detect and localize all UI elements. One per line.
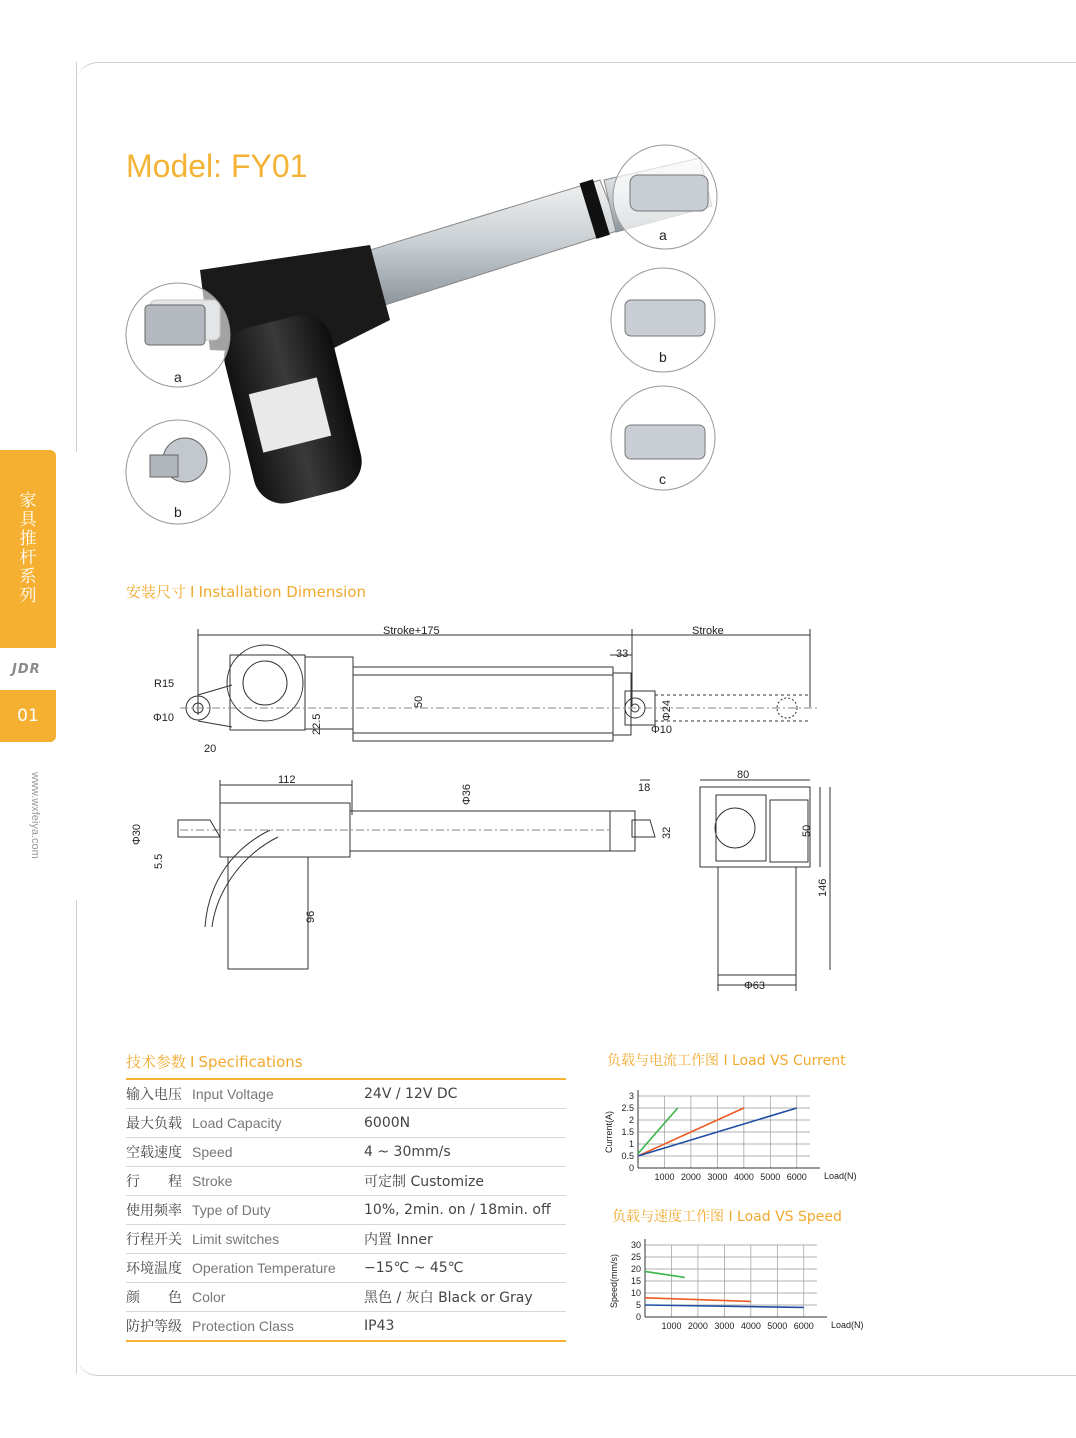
label-a-left: a xyxy=(174,369,182,385)
flange-prong xyxy=(150,455,178,477)
x-tick-label: 3000 xyxy=(714,1321,735,1331)
spec-label-en: Protection Class xyxy=(192,1312,364,1342)
actuator-tube xyxy=(370,180,620,305)
y-axis-label: Current(A) xyxy=(604,1110,614,1154)
spec-row xyxy=(126,1167,566,1196)
specs-heading xyxy=(126,1051,303,1072)
series-line xyxy=(645,1271,685,1277)
spec-row xyxy=(126,1225,566,1254)
chart-load-vs-current xyxy=(600,1080,857,1190)
y-tick-label: 25 xyxy=(630,1252,641,1262)
spec-label-zh: 颜 色 xyxy=(126,1283,192,1312)
dim-5-5: 5.5 xyxy=(153,853,165,869)
dim-50-top: 50 xyxy=(413,695,425,708)
dimension-drawing xyxy=(120,615,840,1005)
y-tick-label: 1 xyxy=(628,1139,634,1149)
dim-phi63: Φ63 xyxy=(744,980,766,992)
model-prefix: Model: xyxy=(126,148,231,184)
y-tick-label: 1.5 xyxy=(621,1127,634,1137)
x-tick-label: 5000 xyxy=(767,1321,788,1331)
dim-phi10-right: Φ10 xyxy=(651,724,673,736)
spec-label-en: Speed xyxy=(192,1138,364,1167)
dim-20: 20 xyxy=(204,743,217,755)
dim-stroke: Stroke xyxy=(692,625,724,637)
label-b-left: b xyxy=(174,504,182,520)
website-url: www.wxfeiya.com xyxy=(29,772,41,859)
left-rule-top xyxy=(76,62,77,452)
y-tick-label: 2.5 xyxy=(621,1103,634,1113)
dim-112: 112 xyxy=(278,774,296,786)
spec-row xyxy=(126,1138,566,1167)
dim-phi36: Φ36 xyxy=(461,783,473,805)
spec-label-zh: 最大负载 xyxy=(126,1109,192,1138)
spec-label-zh: 防护等级 xyxy=(126,1312,192,1342)
spec-row xyxy=(126,1196,566,1225)
product-illustration xyxy=(120,140,720,530)
y-tick-label: 0 xyxy=(628,1163,634,1173)
spec-label-zh: 行程开关 xyxy=(126,1225,192,1254)
dim-stroke-plus: Stroke+175 xyxy=(383,625,440,637)
x-tick-label: 4000 xyxy=(740,1321,761,1331)
y-tick-label: 3 xyxy=(628,1091,634,1101)
y-tick-label: 0.5 xyxy=(621,1151,634,1161)
spec-value: 内置 Inner xyxy=(364,1225,566,1254)
spec-label-zh: 使用频率 xyxy=(126,1196,192,1225)
dim-phi10-left: Φ10 xyxy=(153,712,175,724)
x-axis-label: Load(N) xyxy=(831,1320,864,1330)
spec-label-zh: 环境温度 xyxy=(126,1254,192,1283)
x-tick-label: 2000 xyxy=(680,1172,701,1182)
spec-label-en: Load Capacity xyxy=(192,1109,364,1138)
installation-title-zh: 安装尺寸 xyxy=(126,583,187,601)
x-tick-label: 3000 xyxy=(707,1172,728,1182)
spec-row xyxy=(126,1312,566,1342)
label-b-right: b xyxy=(659,349,667,365)
dim-32: 32 xyxy=(661,826,673,839)
spec-value: 10%, 2min. on / 18min. off xyxy=(364,1196,566,1225)
dim-50-side: 50 xyxy=(801,824,813,837)
spec-label-zh: 行 程 xyxy=(126,1167,192,1196)
spec-value: 6000N xyxy=(364,1109,566,1138)
spec-value: −15℃ ~ 45℃ xyxy=(364,1254,566,1283)
rod-end-detail-b xyxy=(625,300,705,336)
dim-96: 96 xyxy=(305,910,317,923)
dim-18: 18 xyxy=(638,782,651,794)
dim-phi30: Φ30 xyxy=(131,823,143,845)
page-number: 01 xyxy=(0,690,56,742)
chart-speed-title: 负载与速度工作图 I Load VS Speed xyxy=(612,1209,842,1225)
specs-title-zh: 技术参数 xyxy=(126,1053,187,1071)
dim-22-5: 22.5 xyxy=(311,713,323,735)
y-tick-label: 0 xyxy=(635,1312,641,1322)
rod-end-detail-a xyxy=(630,175,708,211)
clevis-detail-a xyxy=(145,305,205,345)
spec-label-zh: 输入电压 xyxy=(126,1079,192,1109)
spec-value: 黑色 / 灰白 Black or Gray xyxy=(364,1283,566,1312)
y-tick-label: 30 xyxy=(630,1240,641,1250)
spec-label-en: Input Voltage xyxy=(192,1079,364,1109)
spec-value: 可定制 Customize xyxy=(364,1167,566,1196)
x-tick-label: 1000 xyxy=(661,1321,682,1331)
x-axis-label: Load(N) xyxy=(824,1171,857,1181)
heading-separator: I xyxy=(190,583,195,601)
heading-separator: I xyxy=(190,1053,195,1071)
spec-value: 24V / 12V DC xyxy=(364,1079,566,1109)
dim-phi24: Φ24 xyxy=(661,699,673,721)
y-tick-label: 15 xyxy=(630,1276,641,1286)
spec-row xyxy=(126,1254,566,1283)
x-tick-label: 4000 xyxy=(733,1172,754,1182)
y-tick-label: 20 xyxy=(630,1264,641,1274)
spec-label-en: Stroke xyxy=(192,1167,364,1196)
spec-row xyxy=(126,1109,566,1138)
spec-row xyxy=(126,1283,566,1312)
installation-heading xyxy=(126,581,366,602)
left-rule-bottom xyxy=(76,900,77,1374)
spec-table xyxy=(126,1078,566,1342)
dim-33: 33 xyxy=(616,648,629,660)
spec-label-en: Limit switches xyxy=(192,1225,364,1254)
spec-label-en: Operation Temperature xyxy=(192,1254,364,1283)
x-tick-label: 6000 xyxy=(793,1321,814,1331)
label-c-right: c xyxy=(659,471,666,487)
x-tick-label: 1000 xyxy=(654,1172,675,1182)
spec-label-en: Type of Duty xyxy=(192,1196,364,1225)
y-tick-label: 10 xyxy=(630,1288,641,1298)
spec-value: IP43 xyxy=(364,1312,566,1342)
x-tick-label: 2000 xyxy=(687,1321,708,1331)
x-tick-label: 6000 xyxy=(786,1172,807,1182)
chart-load-vs-speed xyxy=(605,1235,864,1335)
y-axis-label: Speed(mm/s) xyxy=(609,1253,619,1309)
label-a-top-right: a xyxy=(659,227,667,243)
spec-label-en: Color xyxy=(192,1283,364,1312)
model-code: FY01 xyxy=(230,148,308,184)
spec-row xyxy=(126,1079,566,1109)
x-tick-label: 5000 xyxy=(760,1172,781,1182)
spec-label-zh: 空载速度 xyxy=(126,1138,192,1167)
series-label: 家具推杆系列 xyxy=(19,491,37,606)
series-tab xyxy=(0,450,56,648)
dim-146: 146 xyxy=(817,878,829,897)
rod-end-detail-c xyxy=(625,425,705,459)
dim-r15: R15 xyxy=(154,678,175,690)
specs-title-en: Specifications xyxy=(198,1053,303,1071)
y-tick-label: 2 xyxy=(628,1115,634,1125)
installation-title-en: Installation Dimension xyxy=(198,583,367,601)
y-tick-label: 5 xyxy=(635,1300,641,1310)
spec-value: 4 ~ 30mm/s xyxy=(364,1138,566,1167)
chart-current-title: 负载与电流工作图 I Load VS Current xyxy=(607,1053,846,1069)
brand-logo: JDR xyxy=(12,662,41,677)
dim-80: 80 xyxy=(737,769,750,781)
